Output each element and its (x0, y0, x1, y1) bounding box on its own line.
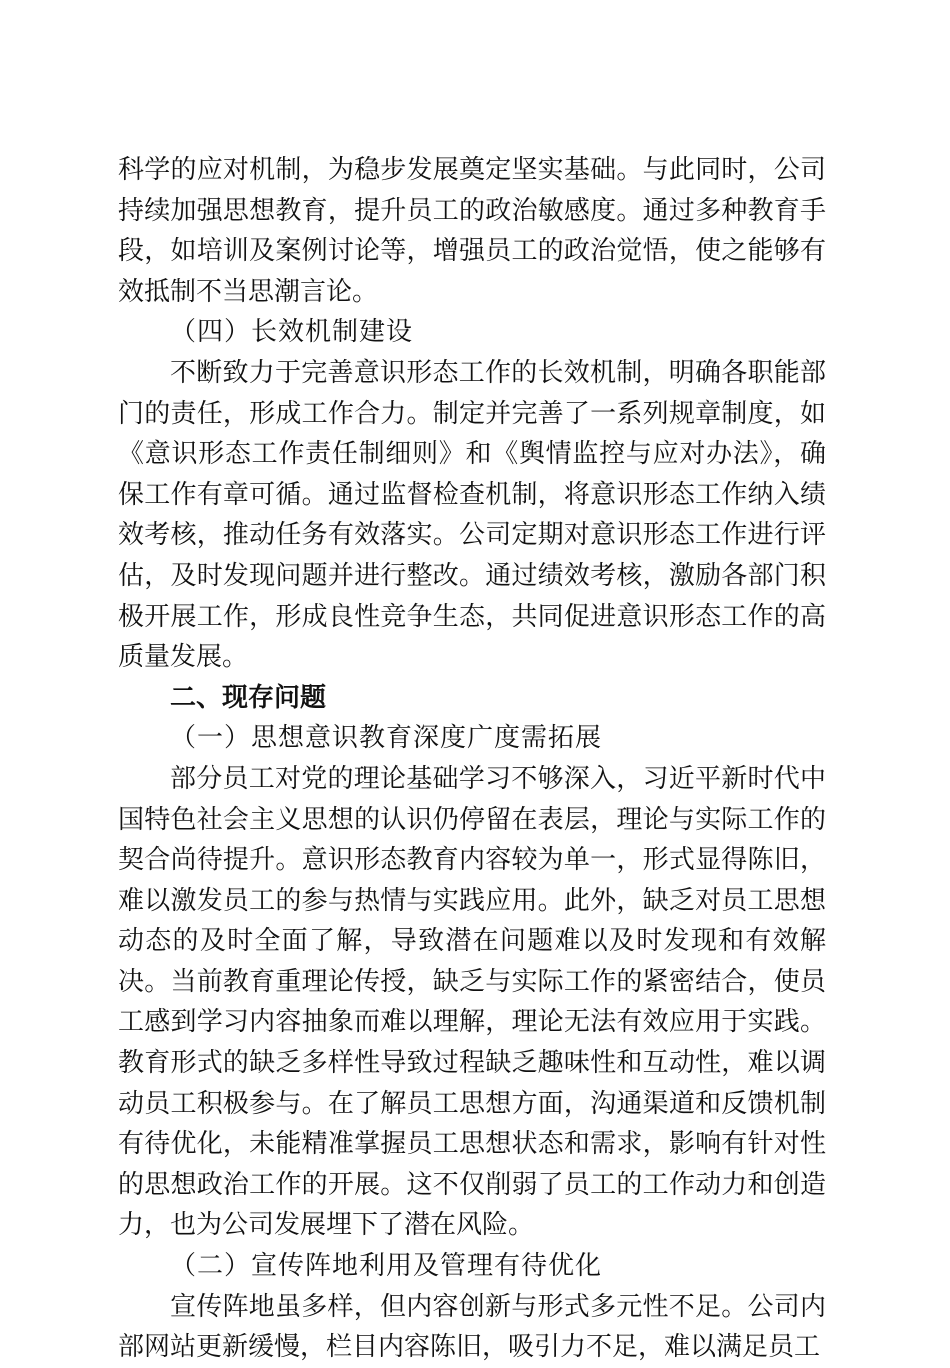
document-body (118, 150, 826, 1368)
subheading-ideological-education: （一）思想意识教育深度广度需拓展 (170, 723, 603, 754)
subheading-long-term-mechanism: （四）长效机制建设 (170, 317, 414, 348)
subheading-publicity-positions: （二）宣传阵地利用及管理有待优化 (170, 1251, 603, 1282)
paragraph-ideological-education: 部分员工对党的理论基础学习不够深入，习近平新时代中国特色社会主义思想的认识仍停留在表层，理论与实际工作的契合尚待提升。意识形态教育内容较为单一，形式显得陈旧，难以激发员工的参与热情与实践应用。此外，缺乏对员工思想动态的及时全面了解，导致潜在问题难以及时发现和有效解决。当前教育重理论传授，缺乏与实际工作的紧密结合，使员工感到学习内容抽象而难以理解，理论无法有效应用于实践。教育形式的缺乏多样性导致过程缺乏趣味性和互动性，难以调动员工积极参与。在了解员工思想方面，沟通渠道和反馈机制有待优化，未能精准掌握员工思想状态和需求，影响有针对性的思想政治工作的开展。这不仅削弱了员工的工作动力和创造力，也为公司发展埋下了潜在风险。 (118, 763, 826, 1241)
paragraph-continuation: 科学的应对机制，为稳步发展奠定坚实基础。与此同时，公司持续加强思想教育，提升员工的政治敏感度。通过多种教育手段，如培训及案例讨论等，增强员工的政治觉悟，使之能够有效抵制不当思潮言论。 (118, 155, 826, 307)
paragraph-long-term-mechanism: 不断致力于完善意识形态工作的长效机制，明确各职能部门的责任，形成工作合力。制定并完善了一系列规章制度，如《意识形态工作责任制细则》和《舆情监控与应对办法》，确保工作有章可循。通过监督检查机制，将意识形态工作纳入绩效考核，推动任务有效落实。公司定期对意识形态工作进行评估，及时发现问题并进行整改。通过绩效考核，激励各部门积极开展工作，形成良性竞争生态，共同促进意识形态工作的高质量发展。 (118, 357, 826, 673)
section-heading-existing-problems: 二、现存问题 (170, 682, 327, 713)
paragraph-publicity-positions: 宣传阵地虽多样，但内容创新与形式多元性不足。公司内部网站更新缓慢，栏目内容陈旧，吸引力不足，难以满足员工 (118, 1291, 826, 1363)
